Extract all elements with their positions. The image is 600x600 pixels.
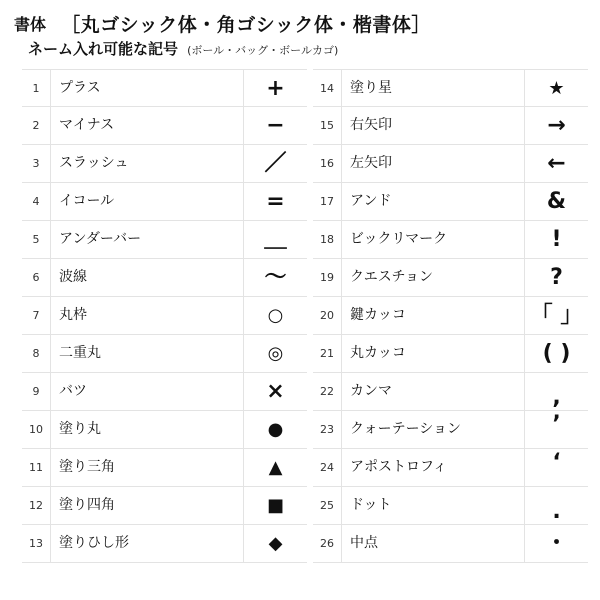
row-number: 13 bbox=[22, 525, 51, 562]
symbol-glyph: 〜 bbox=[264, 265, 287, 290]
symbol-name: 塗り三角 bbox=[50, 449, 244, 486]
table-row bbox=[313, 183, 588, 221]
table-row bbox=[22, 297, 307, 335]
symbol-name: 二重丸 bbox=[50, 335, 244, 372]
row-number: 22 bbox=[313, 373, 342, 410]
symbol-glyph: ◎ bbox=[267, 343, 284, 364]
table-row bbox=[22, 259, 307, 297]
symbol-glyph: ← bbox=[547, 151, 566, 176]
symbol-glyph: ◆ bbox=[268, 533, 283, 554]
page-subtitle: ネーム入れ可能な記号 bbox=[28, 40, 179, 58]
symbol-glyph: ’ bbox=[552, 412, 561, 437]
table-row bbox=[22, 525, 307, 563]
row-number: 25 bbox=[313, 487, 342, 524]
symbol-glyph: ▲ bbox=[268, 457, 283, 478]
symbol-name: イコール bbox=[50, 183, 244, 220]
symbol-table-left bbox=[22, 69, 307, 563]
table-row bbox=[313, 145, 588, 183]
symbol-name: アンダーバー bbox=[50, 221, 244, 258]
table-row bbox=[313, 259, 588, 297]
row-number: 3 bbox=[22, 145, 51, 182]
table-row bbox=[313, 107, 588, 145]
row-number: 12 bbox=[22, 487, 51, 524]
row-number: 9 bbox=[22, 373, 51, 410]
row-number: 11 bbox=[22, 449, 51, 486]
table-row bbox=[313, 221, 588, 259]
table-row bbox=[313, 335, 588, 373]
row-number: 7 bbox=[22, 297, 51, 334]
table-row bbox=[22, 107, 307, 145]
symbol-name: クォーテーション bbox=[341, 411, 525, 448]
symbol-name: 中点 bbox=[341, 525, 525, 562]
row-number: 2 bbox=[22, 107, 51, 144]
table-row bbox=[22, 221, 307, 259]
symbol-name: 塗りひし形 bbox=[50, 525, 244, 562]
symbol-name: 右矢印 bbox=[341, 107, 525, 144]
symbol-glyph: , bbox=[552, 385, 561, 410]
symbol-name: カンマ bbox=[341, 373, 525, 410]
symbol-name: 塗り星 bbox=[341, 70, 525, 107]
symbol-name: クエスチョン bbox=[341, 259, 525, 296]
row-number: 26 bbox=[313, 525, 342, 562]
symbol-name: バツ bbox=[50, 373, 244, 410]
symbol-glyph: ・ bbox=[545, 531, 568, 556]
row-number: 14 bbox=[313, 70, 342, 107]
table-row bbox=[313, 297, 588, 335]
symbol-name: スラッシュ bbox=[50, 145, 244, 182]
symbol-glyph: ● bbox=[267, 419, 284, 440]
symbol-name: 塗り丸 bbox=[50, 411, 244, 448]
symbol-name: アポストロフィ bbox=[341, 449, 525, 486]
symbol-glyph: ○ bbox=[267, 305, 284, 326]
symbol-name: 丸カッコ bbox=[341, 335, 525, 372]
row-number: 10 bbox=[22, 411, 51, 448]
table-row bbox=[313, 525, 588, 563]
row-number: 18 bbox=[313, 221, 342, 258]
symbol-glyph: + bbox=[266, 76, 285, 101]
symbol-glyph: 「 」 bbox=[530, 303, 583, 328]
row-number: 8 bbox=[22, 335, 51, 372]
symbol-name: マイナス bbox=[50, 107, 244, 144]
symbol-glyph: ‘ bbox=[552, 450, 561, 475]
row-number: 16 bbox=[313, 145, 342, 182]
symbol-glyph: → bbox=[547, 113, 566, 138]
title-line bbox=[14, 10, 594, 34]
row-number: 21 bbox=[313, 335, 342, 372]
table-row bbox=[313, 411, 588, 449]
row-number: 1 bbox=[22, 70, 51, 107]
symbol-glyph: = bbox=[266, 189, 285, 214]
symbol-glyph: ＿ bbox=[264, 227, 287, 252]
symbol-name: ビックリマーク bbox=[341, 221, 525, 258]
symbol-glyph: ? bbox=[550, 265, 563, 290]
symbol-glyph: ! bbox=[551, 227, 562, 252]
table-row bbox=[22, 373, 307, 411]
row-number: 4 bbox=[22, 183, 51, 220]
table-row bbox=[313, 487, 588, 525]
table-row bbox=[22, 449, 307, 487]
row-number: 5 bbox=[22, 221, 51, 258]
symbol-name: 丸枠 bbox=[50, 297, 244, 334]
row-number: 24 bbox=[313, 449, 342, 486]
symbol-glyph: ■ bbox=[266, 495, 284, 516]
table-row bbox=[22, 183, 307, 221]
table-row bbox=[313, 373, 588, 411]
symbol-glyph: ★ bbox=[548, 78, 565, 99]
symbol-glyph: − bbox=[266, 113, 285, 138]
symbol-name: 鍵カッコ bbox=[341, 297, 525, 334]
symbol-glyph: ／ bbox=[264, 151, 287, 176]
symbol-glyph: × bbox=[266, 379, 285, 404]
subtitle-note: (ボール・バッグ・ボールカゴ) bbox=[187, 44, 339, 57]
symbol-glyph: . bbox=[552, 499, 561, 524]
symbol-glyph: ( ) bbox=[542, 341, 571, 366]
table-row bbox=[313, 449, 588, 487]
table-row bbox=[22, 411, 307, 449]
table-row bbox=[22, 145, 307, 183]
row-number: 20 bbox=[313, 297, 342, 334]
symbol-name: 波線 bbox=[50, 259, 244, 296]
subtitle-line bbox=[28, 38, 588, 58]
symbol-glyph: & bbox=[546, 189, 567, 214]
row-number: 15 bbox=[313, 107, 342, 144]
symbol-name: アンド bbox=[341, 183, 525, 220]
table-row bbox=[22, 487, 307, 525]
table-row bbox=[22, 69, 307, 107]
row-number: 6 bbox=[22, 259, 51, 296]
row-number: 17 bbox=[313, 183, 342, 220]
page-title: ［丸ゴシック体・角ゴシック体・楷書体］ bbox=[61, 14, 431, 36]
symbol-name: プラス bbox=[50, 70, 244, 107]
symbol-table-right bbox=[313, 69, 588, 563]
symbol-name: 塗り四角 bbox=[50, 487, 244, 524]
title-label: 書体 bbox=[14, 15, 47, 34]
table-row bbox=[313, 69, 588, 107]
table-row bbox=[22, 335, 307, 373]
symbol-name: 左矢印 bbox=[341, 145, 525, 182]
symbol-name: ドット bbox=[341, 487, 525, 524]
row-number: 23 bbox=[313, 411, 342, 448]
row-number: 19 bbox=[313, 259, 342, 296]
